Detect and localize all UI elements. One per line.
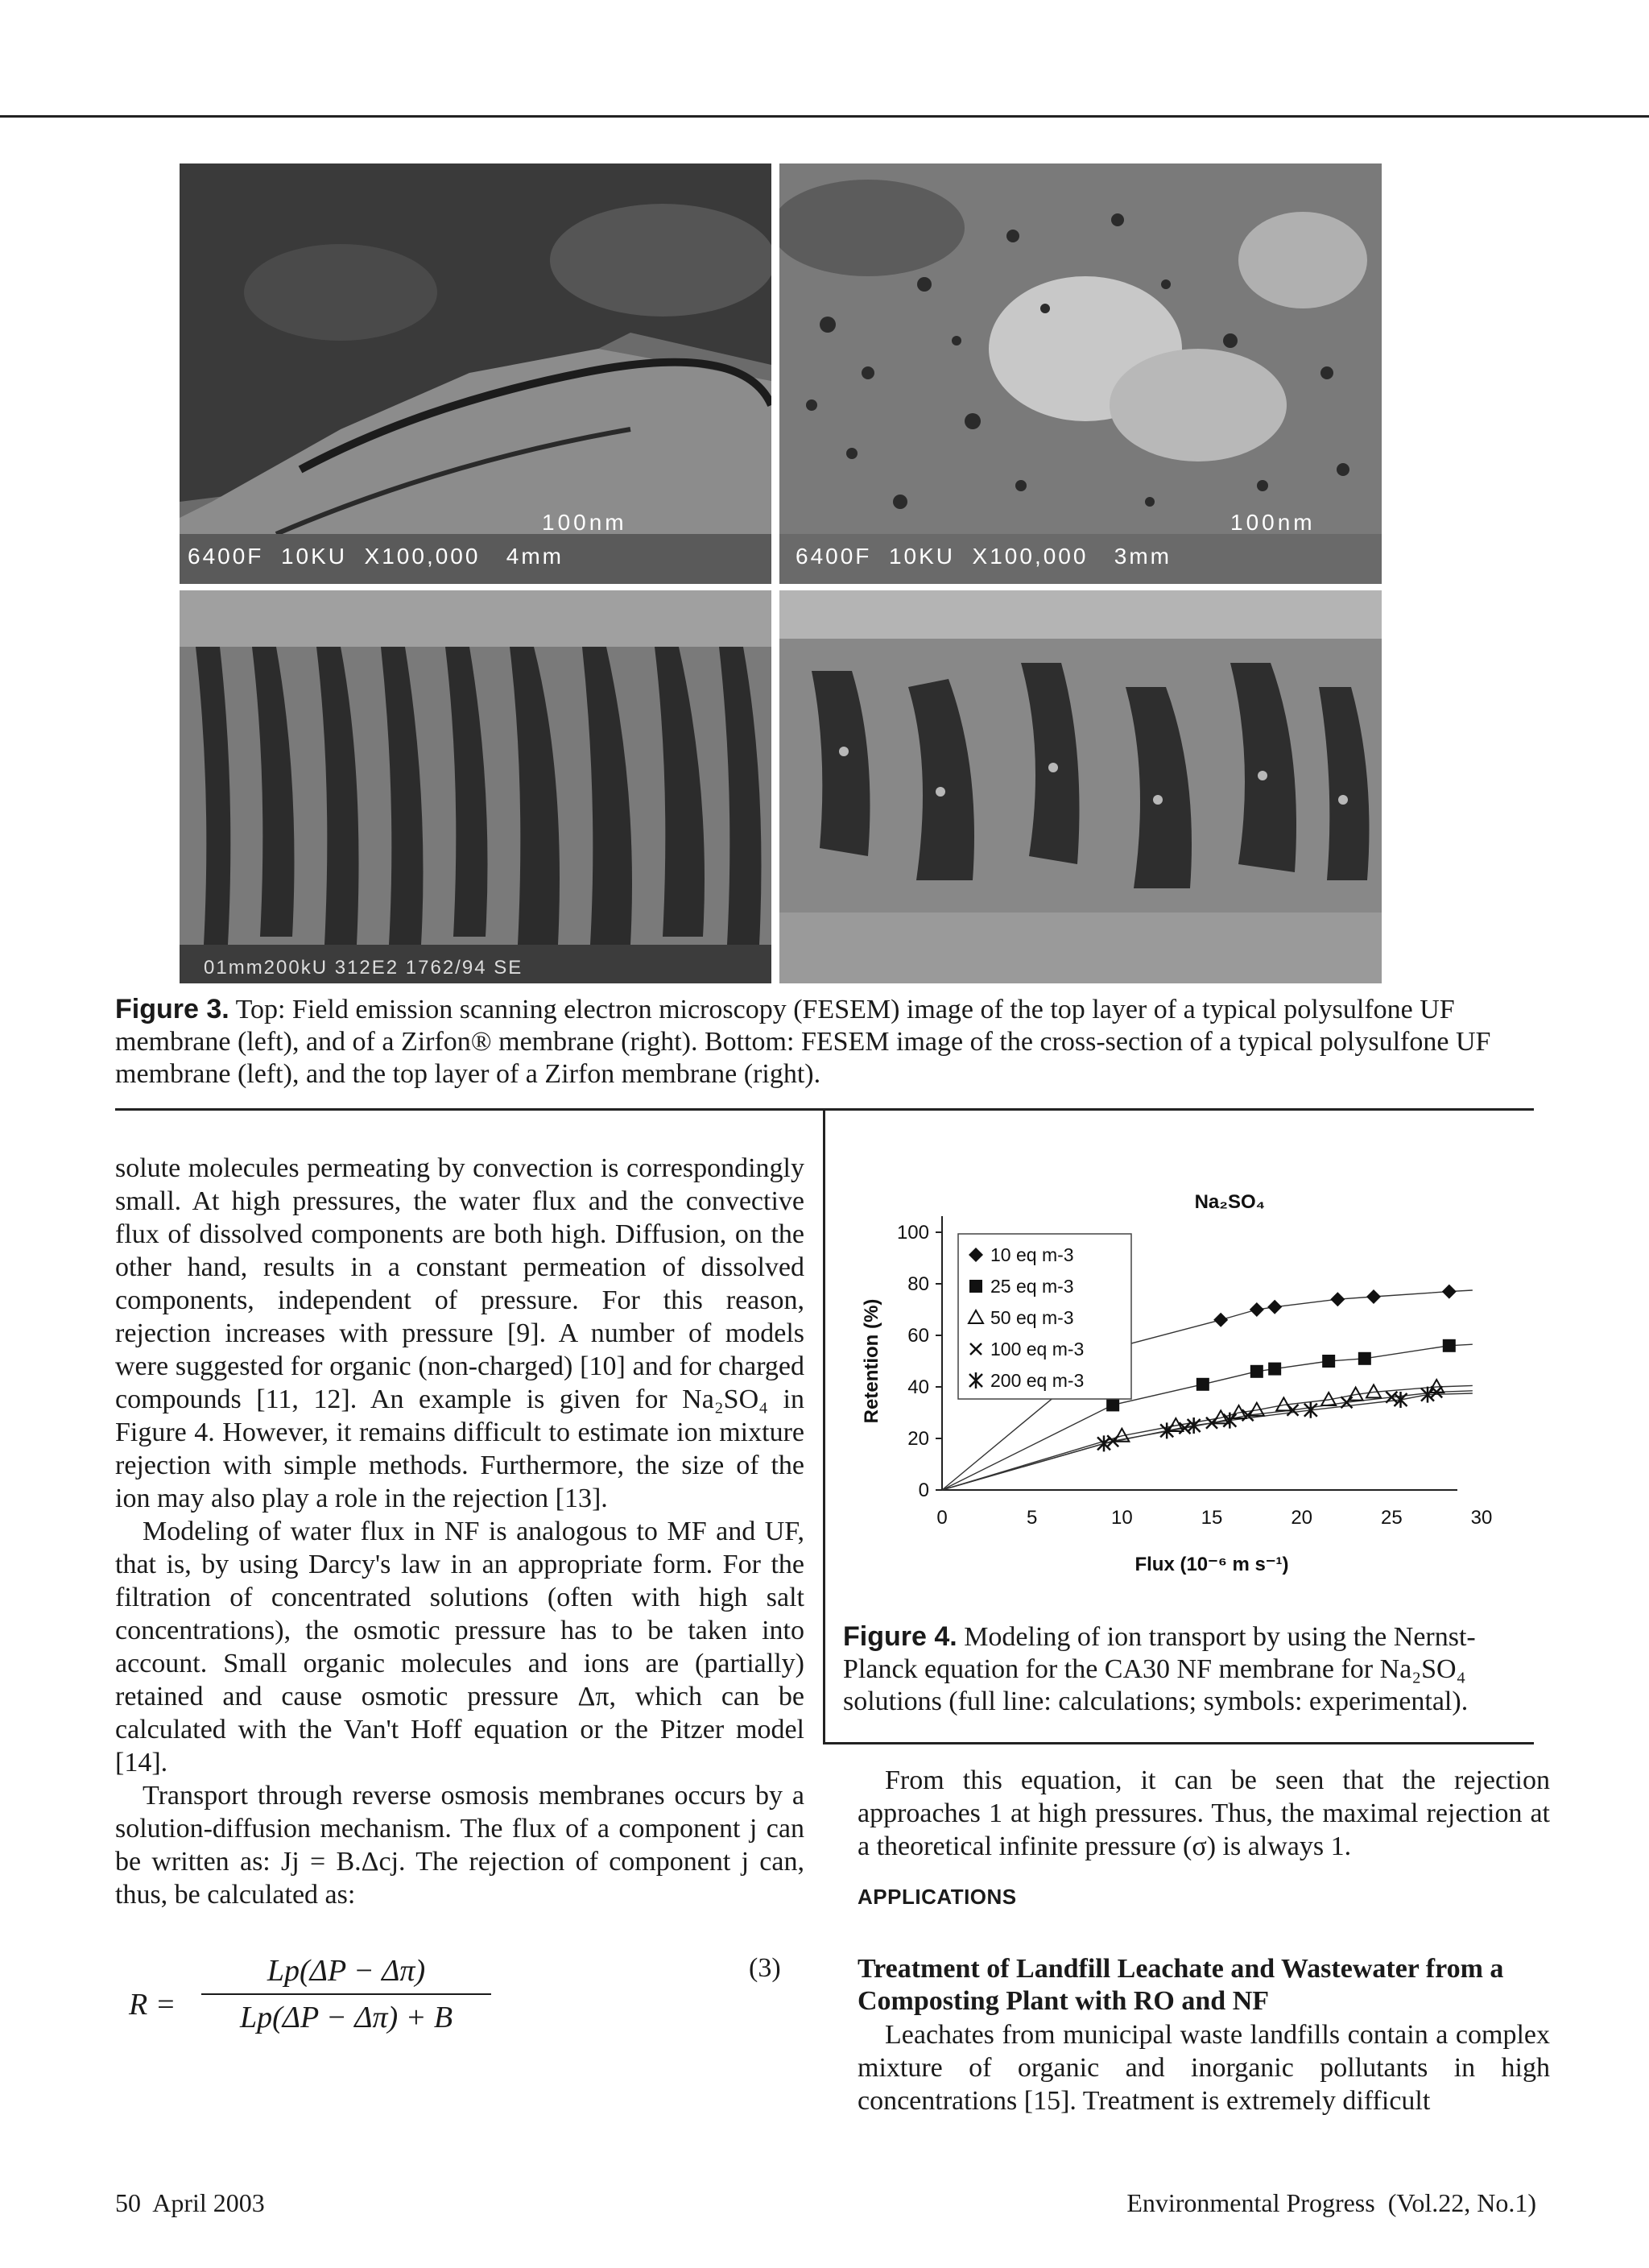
sem-image-top-left: [180, 163, 771, 584]
sem-info-label: 6400F 10KU X100,000 3mm: [796, 544, 1172, 569]
data-point-square: [1443, 1339, 1456, 1352]
data-point-square: [1268, 1363, 1281, 1376]
data-point-star: [1097, 1435, 1110, 1451]
figure4-box-bottom: [823, 1742, 1534, 1744]
legend-label: 200 eq m-3: [990, 1370, 1085, 1391]
data-point-square: [1106, 1398, 1119, 1411]
right-column-continued: [858, 2018, 1550, 2117]
data-point-diamond: [1442, 1285, 1457, 1299]
x-tick-label: 15: [1201, 1507, 1223, 1529]
x-tick-label: 25: [1380, 1507, 1403, 1529]
right-column: [858, 1764, 1550, 1863]
legend-label: 10 eq m-3: [990, 1244, 1074, 1265]
y-tick-label: 40: [907, 1376, 929, 1398]
sem-image-bottom-right: [779, 590, 1382, 983]
y-tick-label: 20: [907, 1428, 929, 1450]
figure3-caption: [115, 993, 1532, 1091]
x-tick-label: 0: [936, 1507, 948, 1529]
data-point-diamond: [1250, 1302, 1264, 1317]
figure4-caption: [843, 1620, 1527, 1718]
sem-scale-label: 100nm: [542, 510, 627, 535]
section-heading: APPLICATIONS: [858, 1885, 1017, 1909]
equation-3: [129, 1953, 805, 2058]
y-tick-label: 100: [896, 1222, 929, 1244]
data-point-diamond: [1267, 1300, 1282, 1314]
paragraph-4: From this equation, it can be seen that the rejection approaches 1 at high pressures. Thus, the maximal rejection at a theoretical infinite pressure (σ) is always 1.: [858, 1765, 1550, 1861]
x-tick-label: 10: [1110, 1507, 1133, 1529]
data-point-square: [1250, 1365, 1263, 1378]
sem-info-label: 6400F 10KU X100,000 4mm: [188, 544, 564, 569]
figure3-caption-label: Figure 3.: [115, 994, 229, 1024]
left-column: [115, 1152, 804, 1911]
figure4-caption-label: Figure 4.: [843, 1621, 957, 1652]
data-point-square: [1358, 1352, 1371, 1365]
footer-right: Environmental Progress (Vol.22, No.1): [1126, 2188, 1536, 2217]
paragraph-5: Leachates from municipal waste landfills contain a complex mixture of organic and inorganic pollutants in high concentrations [15]. Treatment is extremely difficult: [858, 2020, 1550, 2116]
sem-info-label: 01mm200kU 312E2 1762/94 SE: [204, 957, 523, 979]
paragraph-3: Transport through reverse osmosis membranes occurs by a solution-diffusion mechanism. The flux of a component j can be written as: Jj = B.Δcj. The rejection of component j can, thus, be calculated as:: [115, 1781, 804, 1910]
data-point-diamond: [1330, 1292, 1345, 1306]
data-point-diamond: [1213, 1313, 1228, 1327]
figure4-chart: [829, 1160, 1530, 1587]
model-curve-4: [942, 1393, 1473, 1490]
data-point-square: [1322, 1355, 1335, 1368]
y-tick-label: 0: [918, 1480, 929, 1501]
subheading: Treatment of Landfill Leachate and Wastewater from a Composting Plant with RO and NF: [858, 1954, 1504, 2016]
sem-scale-label: 100nm: [1230, 510, 1316, 535]
legend-label: 50 eq m-3: [990, 1307, 1074, 1328]
model-curve-2: [942, 1385, 1473, 1490]
y-tick-label: 80: [907, 1273, 929, 1295]
footer-left: 50 April 2003: [115, 2188, 265, 2217]
chart-title: Na₂SO₄: [1194, 1191, 1266, 1213]
model-curve-3: [942, 1391, 1473, 1490]
top-rule: [0, 115, 1649, 118]
data-point-diamond: [1366, 1289, 1381, 1304]
sem-image-bottom-left: [180, 590, 771, 983]
figure3-caption-text: Top: Field emission scanning electron microscopy (FESEM) image of the top layer of a typical polysulfone UF membrane (left), and of a Zirfon® membrane (right). Bottom: FESEM image of the cross-section of a typical polysulfone UF membrane (left), and the top layer of a Zirfon membrane (right).: [115, 995, 1491, 1089]
y-tick-label: 60: [907, 1325, 929, 1347]
figure4-box-left: [823, 1108, 825, 1744]
equation-numerator: Lp(ΔP − Δπ): [267, 1954, 426, 1988]
fraction-bar: [201, 1993, 491, 1995]
paragraph-1: solute molecules permeating by convection is correspondingly small. At high pressures, the water flux and the convective flux of dissolved components are both high. Diffusion, on the other hand, results in a constant permeation of dissolved components, independent of pressure. For this reason, rejection increases with pressure [9]. A number of models were suggested for organic (non-charged) [10] and for charged compounds [11, 12]. An example is given for Na₂SO₄ in Figure 4. However, it remains difficult to estimate ion mixture rejection with simple methods. Furthermore, the size of the ion may also play a role in the rejection [13].: [115, 1153, 804, 1513]
legend-marker-square: [969, 1280, 982, 1293]
equation-lhs: R =: [129, 1988, 176, 2022]
data-point-square: [1196, 1378, 1209, 1391]
legend-label: 100 eq m-3: [990, 1339, 1085, 1360]
x-axis-label: Flux (10⁻⁶ m s⁻¹): [1134, 1554, 1289, 1575]
x-tick-label: 20: [1291, 1507, 1313, 1529]
y-axis-label: Retention (%): [861, 1298, 882, 1424]
figure4-caption-text: Modeling of ion transport by using the Nernst-Planck equation for the CA30 NF membrane for Na₂SO₄ solutions (full line: calculations; symbols: experimental).: [843, 1622, 1476, 1716]
paragraph-2: Modeling of water flux in NF is analogous to MF and UF, that is, by using Darcy's law in an appropriate form. For the filtration of concentrated solutions (often with high salt concentrations), the osmotic pressure has to be taken into account. Small organic molecules and ions are (partially) retained and cause osmotic pressure Δπ, which can be calculated with the Van't Hoff equation or the Pitzer model [14].: [115, 1517, 804, 1778]
sem-image-top-right: [779, 163, 1382, 584]
equation-number: (3): [749, 1953, 781, 1983]
x-tick-label: 30: [1470, 1507, 1493, 1529]
equation-denominator: Lp(ΔP − Δπ) + B: [239, 2001, 453, 2034]
x-tick-label: 5: [1026, 1507, 1038, 1529]
legend-label: 25 eq m-3: [990, 1276, 1074, 1297]
